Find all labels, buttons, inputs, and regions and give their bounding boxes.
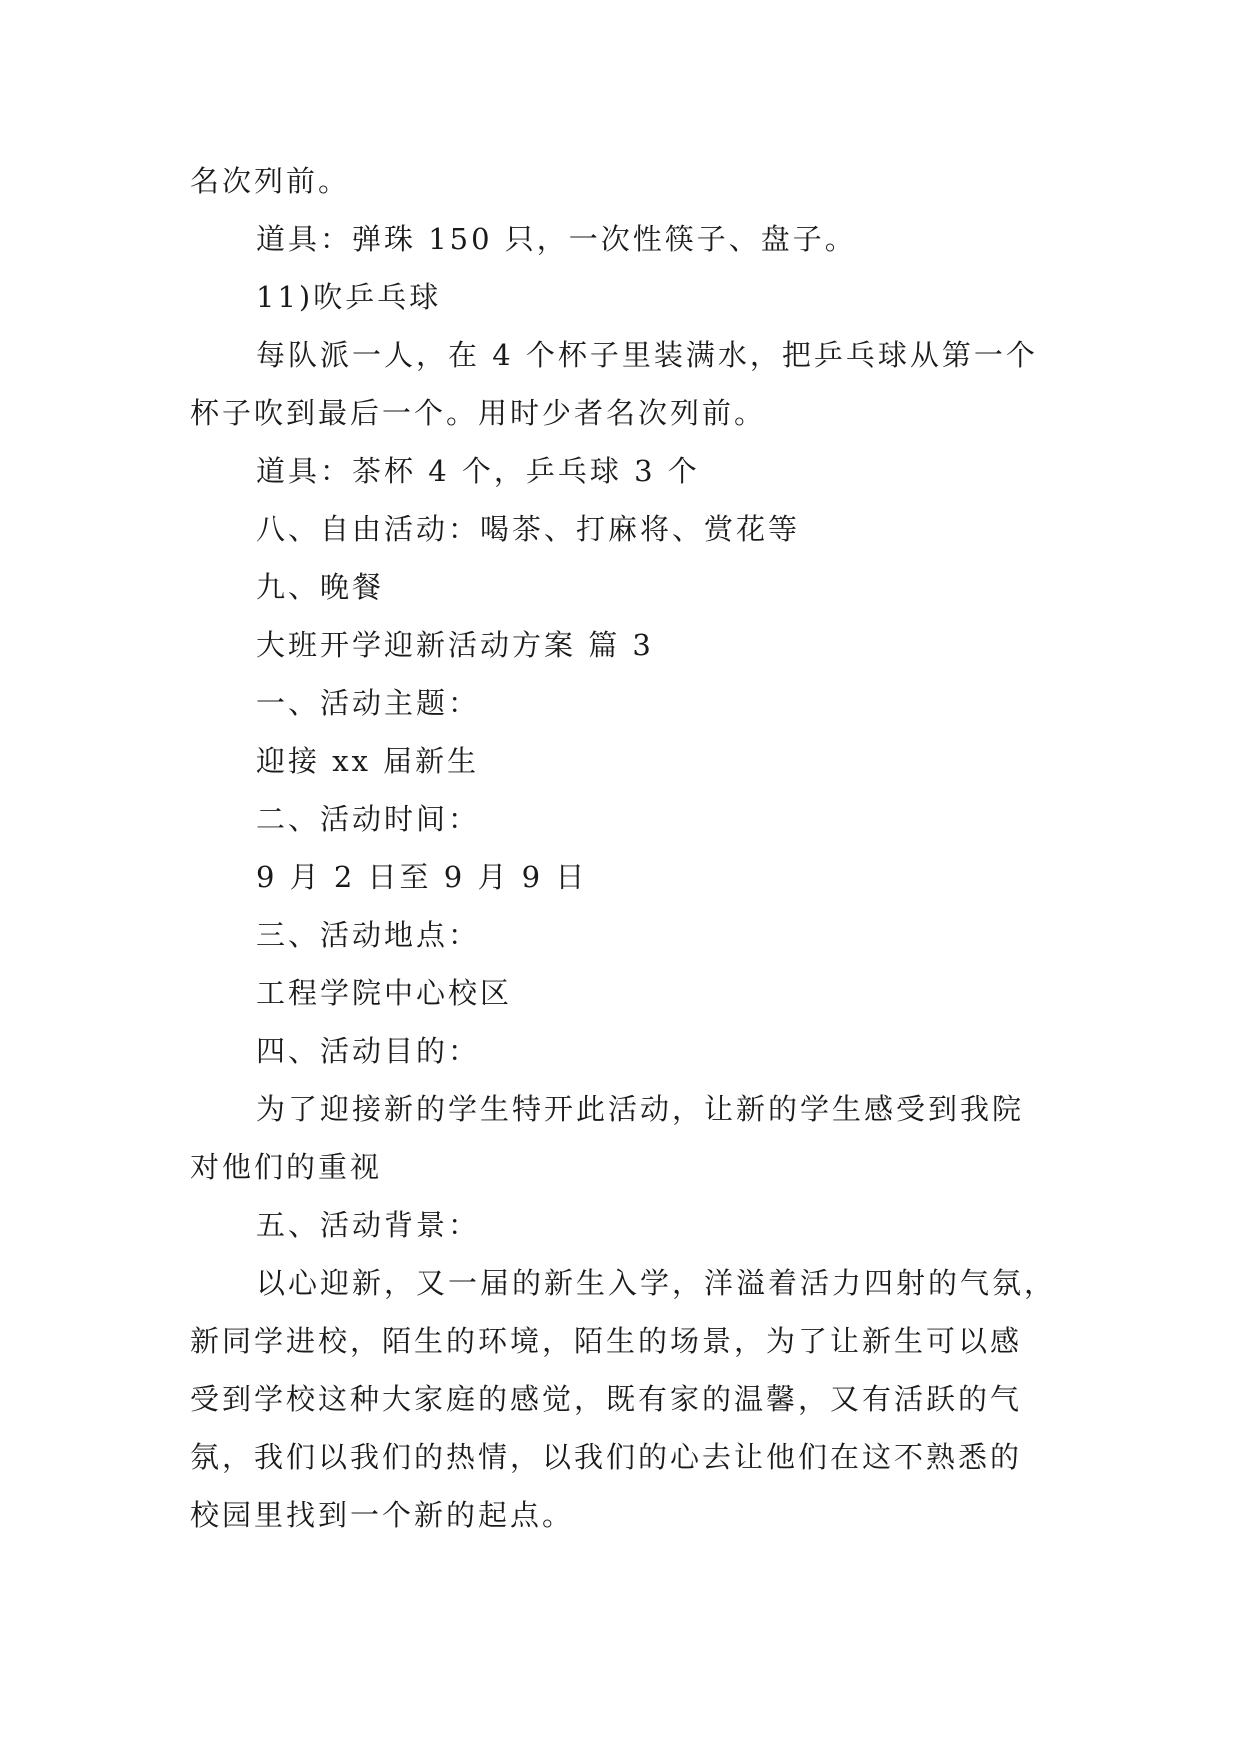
- text-line: 11)吹乒乓球: [256, 280, 442, 314]
- text-line: 9 月 2 日至 9 月 9 日: [256, 860, 588, 894]
- text-line: 校园里找到一个新的起点。: [190, 1498, 575, 1532]
- text-line: 三、活动地点：: [256, 918, 481, 952]
- text-line: 九、晚餐: [256, 570, 385, 604]
- text-line: 道具：弹珠 150 只，一次性筷子、盘子。: [256, 222, 857, 256]
- text-line: 大班开学迎新活动方案 篇 3: [256, 628, 654, 662]
- text-line: 氛，我们以我们的热情，以我们的心去让他们在这不熟悉的: [190, 1440, 1023, 1474]
- text-line: 每队派一人，在 4 个杯子里装满水，把乒乓球从第一个: [256, 338, 1038, 372]
- text-line: 四、活动目的：: [256, 1034, 481, 1068]
- text-line: 一、活动主题：: [256, 686, 481, 720]
- text-line: 迎接 xx 届新生: [256, 744, 480, 778]
- text-line: 对他们的重视: [190, 1150, 383, 1184]
- text-line: 道具：茶杯 4 个，乒乓球 3 个: [256, 454, 700, 488]
- text-line: 工程学院中心校区: [256, 976, 513, 1010]
- text-line: 新同学进校，陌生的环境，陌生的场景，为了让新生可以感: [190, 1324, 1023, 1358]
- document-body: [190, 152, 1057, 1544]
- text-line: 五、活动背景：: [256, 1208, 481, 1242]
- text-line: 为了迎接新的学生特开此活动，让新的学生感受到我院: [256, 1092, 1025, 1126]
- text-line: 受到学校这种大家庭的感觉，既有家的温馨，又有活跃的气: [190, 1382, 1023, 1416]
- text-line: 杯子吹到最后一个。用时少者名次列前。: [190, 396, 767, 430]
- text-line: 以心迎新，又一届的新生入学，洋溢着活力四射的气氛，: [256, 1266, 1057, 1300]
- text-line: 名次列前。: [190, 164, 351, 198]
- text-line: 二、活动时间：: [256, 802, 481, 836]
- text-line: 八、自由活动：喝茶、打麻将、赏花等: [256, 512, 801, 546]
